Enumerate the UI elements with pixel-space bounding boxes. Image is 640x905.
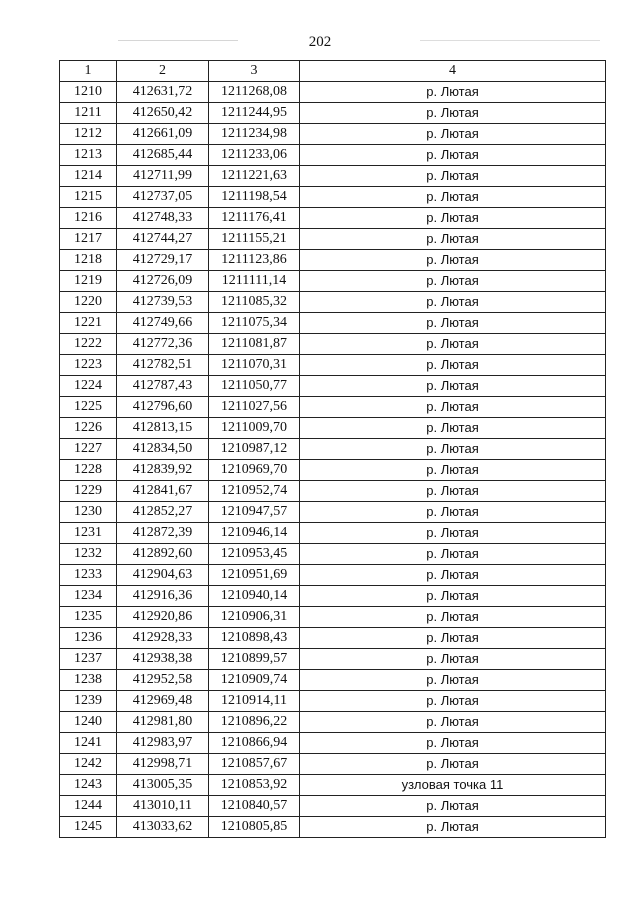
y-coordinate-cell: 1211085,32 xyxy=(209,292,300,313)
table-row xyxy=(60,502,606,523)
x-coordinate-cell: 412916,36 xyxy=(117,586,209,607)
description-cell: р. Лютая xyxy=(300,565,606,586)
x-coordinate-cell: 412952,58 xyxy=(117,670,209,691)
table-row xyxy=(60,544,606,565)
description-cell: р. Лютая xyxy=(300,271,606,292)
point-number-cell: 1211 xyxy=(60,103,117,124)
x-coordinate-cell: 412685,44 xyxy=(117,145,209,166)
description-cell: р. Лютая xyxy=(300,166,606,187)
x-coordinate-cell: 412631,72 xyxy=(117,82,209,103)
x-coordinate-cell: 412650,42 xyxy=(117,103,209,124)
point-number-cell: 1213 xyxy=(60,145,117,166)
y-coordinate-cell: 1210840,57 xyxy=(209,796,300,817)
x-coordinate-cell: 412928,33 xyxy=(117,628,209,649)
description-cell: р. Лютая xyxy=(300,145,606,166)
point-number-cell: 1234 xyxy=(60,586,117,607)
point-number-cell: 1228 xyxy=(60,460,117,481)
y-coordinate-cell: 1210896,22 xyxy=(209,712,300,733)
y-coordinate-cell: 1210857,67 xyxy=(209,754,300,775)
y-coordinate-cell: 1210899,57 xyxy=(209,649,300,670)
point-number-cell: 1235 xyxy=(60,607,117,628)
table-row xyxy=(60,250,606,271)
x-coordinate-cell: 412969,48 xyxy=(117,691,209,712)
point-number-cell: 1220 xyxy=(60,292,117,313)
point-number-cell: 1230 xyxy=(60,502,117,523)
description-cell: р. Лютая xyxy=(300,103,606,124)
description-cell: р. Лютая xyxy=(300,733,606,754)
y-coordinate-cell: 1211075,34 xyxy=(209,313,300,334)
description-cell: р. Лютая xyxy=(300,229,606,250)
y-coordinate-cell: 1211234,98 xyxy=(209,124,300,145)
table-body xyxy=(60,82,606,838)
y-coordinate-cell: 1210914,11 xyxy=(209,691,300,712)
table-row xyxy=(60,355,606,376)
description-cell: р. Лютая xyxy=(300,82,606,103)
x-coordinate-cell: 412920,86 xyxy=(117,607,209,628)
y-coordinate-cell: 1211009,70 xyxy=(209,418,300,439)
y-coordinate-cell: 1211070,31 xyxy=(209,355,300,376)
description-cell: р. Лютая xyxy=(300,649,606,670)
description-cell: р. Лютая xyxy=(300,418,606,439)
table-row xyxy=(60,418,606,439)
point-number-cell: 1238 xyxy=(60,670,117,691)
column-header-x: 2 xyxy=(117,61,209,82)
description-cell: р. Лютая xyxy=(300,481,606,502)
table-row xyxy=(60,82,606,103)
description-cell: р. Лютая xyxy=(300,607,606,628)
y-coordinate-cell: 1210987,12 xyxy=(209,439,300,460)
table-row xyxy=(60,124,606,145)
x-coordinate-cell: 412729,17 xyxy=(117,250,209,271)
table-row xyxy=(60,586,606,607)
point-number-cell: 1223 xyxy=(60,355,117,376)
x-coordinate-cell: 412872,39 xyxy=(117,523,209,544)
description-cell: р. Лютая xyxy=(300,712,606,733)
x-coordinate-cell: 412744,27 xyxy=(117,229,209,250)
y-coordinate-cell: 1210969,70 xyxy=(209,460,300,481)
x-coordinate-cell: 412726,09 xyxy=(117,271,209,292)
table-row xyxy=(60,796,606,817)
x-coordinate-cell: 412983,97 xyxy=(117,733,209,754)
point-number-cell: 1240 xyxy=(60,712,117,733)
point-number-cell: 1241 xyxy=(60,733,117,754)
point-number-cell: 1225 xyxy=(60,397,117,418)
description-cell: р. Лютая xyxy=(300,628,606,649)
x-coordinate-cell: 412834,50 xyxy=(117,439,209,460)
x-coordinate-cell: 412782,51 xyxy=(117,355,209,376)
table-row xyxy=(60,145,606,166)
x-coordinate-cell: 412813,15 xyxy=(117,418,209,439)
point-number-cell: 1218 xyxy=(60,250,117,271)
point-number-cell: 1239 xyxy=(60,691,117,712)
point-number-cell: 1233 xyxy=(60,565,117,586)
y-coordinate-cell: 1211050,77 xyxy=(209,376,300,397)
point-number-cell: 1245 xyxy=(60,817,117,838)
x-coordinate-cell: 413005,35 xyxy=(117,775,209,796)
table-row xyxy=(60,775,606,796)
x-coordinate-cell: 412998,71 xyxy=(117,754,209,775)
y-coordinate-cell: 1210940,14 xyxy=(209,586,300,607)
column-header-y: 3 xyxy=(209,61,300,82)
table-row xyxy=(60,166,606,187)
description-cell: р. Лютая xyxy=(300,586,606,607)
x-coordinate-cell: 412938,38 xyxy=(117,649,209,670)
x-coordinate-cell: 412981,80 xyxy=(117,712,209,733)
description-cell: р. Лютая xyxy=(300,187,606,208)
x-coordinate-cell: 412661,09 xyxy=(117,124,209,145)
description-cell: р. Лютая xyxy=(300,544,606,565)
page-number: 202 xyxy=(308,34,332,50)
y-coordinate-cell: 1211081,87 xyxy=(209,334,300,355)
point-number-cell: 1217 xyxy=(60,229,117,250)
coordinates-table xyxy=(59,60,606,838)
description-cell: р. Лютая xyxy=(300,439,606,460)
description-cell: р. Лютая xyxy=(300,376,606,397)
y-coordinate-cell: 1210947,57 xyxy=(209,502,300,523)
y-coordinate-cell: 1211027,56 xyxy=(209,397,300,418)
table-row xyxy=(60,607,606,628)
table-row xyxy=(60,817,606,838)
description-cell: р. Лютая xyxy=(300,292,606,313)
point-number-cell: 1226 xyxy=(60,418,117,439)
description-cell: р. Лютая xyxy=(300,523,606,544)
point-number-cell: 1224 xyxy=(60,376,117,397)
point-number-cell: 1214 xyxy=(60,166,117,187)
point-number-cell: 1210 xyxy=(60,82,117,103)
x-coordinate-cell: 412839,92 xyxy=(117,460,209,481)
y-coordinate-cell: 1210953,45 xyxy=(209,544,300,565)
y-coordinate-cell: 1211244,95 xyxy=(209,103,300,124)
y-coordinate-cell: 1211233,06 xyxy=(209,145,300,166)
description-cell: р. Лютая xyxy=(300,313,606,334)
table-row xyxy=(60,187,606,208)
description-cell: р. Лютая xyxy=(300,817,606,838)
header-row xyxy=(60,61,606,82)
point-number-cell: 1219 xyxy=(60,271,117,292)
y-coordinate-cell: 1210853,92 xyxy=(209,775,300,796)
point-number-cell: 1227 xyxy=(60,439,117,460)
x-coordinate-cell: 412796,60 xyxy=(117,397,209,418)
y-coordinate-cell: 1210952,74 xyxy=(209,481,300,502)
description-cell: р. Лютая xyxy=(300,502,606,523)
y-coordinate-cell: 1210906,31 xyxy=(209,607,300,628)
table-row xyxy=(60,313,606,334)
table-row xyxy=(60,460,606,481)
y-coordinate-cell: 1211123,86 xyxy=(209,250,300,271)
x-coordinate-cell: 412892,60 xyxy=(117,544,209,565)
point-number-cell: 1216 xyxy=(60,208,117,229)
table-row xyxy=(60,397,606,418)
x-coordinate-cell: 412749,66 xyxy=(117,313,209,334)
x-coordinate-cell: 412841,67 xyxy=(117,481,209,502)
column-header-point-number: 1 xyxy=(60,61,117,82)
x-coordinate-cell: 412711,99 xyxy=(117,166,209,187)
y-coordinate-cell: 1210946,14 xyxy=(209,523,300,544)
column-header-description: 4 xyxy=(300,61,606,82)
table-row xyxy=(60,565,606,586)
description-cell: р. Лютая xyxy=(300,670,606,691)
table-row xyxy=(60,628,606,649)
point-number-cell: 1231 xyxy=(60,523,117,544)
table-row xyxy=(60,733,606,754)
table-row xyxy=(60,481,606,502)
description-cell: р. Лютая xyxy=(300,334,606,355)
y-coordinate-cell: 1210898,43 xyxy=(209,628,300,649)
x-coordinate-cell: 413010,11 xyxy=(117,796,209,817)
point-number-cell: 1232 xyxy=(60,544,117,565)
table-row xyxy=(60,271,606,292)
y-coordinate-cell: 1210866,94 xyxy=(209,733,300,754)
y-coordinate-cell: 1210805,85 xyxy=(209,817,300,838)
description-cell: р. Лютая xyxy=(300,691,606,712)
description-cell: р. Лютая xyxy=(300,754,606,775)
table-row xyxy=(60,712,606,733)
x-coordinate-cell: 412904,63 xyxy=(117,565,209,586)
x-coordinate-cell: 412748,33 xyxy=(117,208,209,229)
description-cell: р. Лютая xyxy=(300,208,606,229)
description-cell: р. Лютая xyxy=(300,355,606,376)
table-row xyxy=(60,229,606,250)
description-cell: узловая точка 11 xyxy=(300,775,606,796)
point-number-cell: 1237 xyxy=(60,649,117,670)
point-number-cell: 1221 xyxy=(60,313,117,334)
table-row xyxy=(60,103,606,124)
table-row xyxy=(60,649,606,670)
y-coordinate-cell: 1210909,74 xyxy=(209,670,300,691)
x-coordinate-cell: 412787,43 xyxy=(117,376,209,397)
table-header xyxy=(60,61,606,82)
table-row xyxy=(60,292,606,313)
description-cell: р. Лютая xyxy=(300,397,606,418)
y-coordinate-cell: 1211198,54 xyxy=(209,187,300,208)
y-coordinate-cell: 1211176,41 xyxy=(209,208,300,229)
x-coordinate-cell: 413033,62 xyxy=(117,817,209,838)
point-number-cell: 1236 xyxy=(60,628,117,649)
point-number-cell: 1242 xyxy=(60,754,117,775)
point-number-cell: 1212 xyxy=(60,124,117,145)
y-coordinate-cell: 1210951,69 xyxy=(209,565,300,586)
y-coordinate-cell: 1211155,21 xyxy=(209,229,300,250)
x-coordinate-cell: 412772,36 xyxy=(117,334,209,355)
point-number-cell: 1229 xyxy=(60,481,117,502)
point-number-cell: 1243 xyxy=(60,775,117,796)
table-row xyxy=(60,334,606,355)
description-cell: р. Лютая xyxy=(300,250,606,271)
x-coordinate-cell: 412737,05 xyxy=(117,187,209,208)
y-coordinate-cell: 1211221,63 xyxy=(209,166,300,187)
table-row xyxy=(60,670,606,691)
y-coordinate-cell: 1211268,08 xyxy=(209,82,300,103)
point-number-cell: 1222 xyxy=(60,334,117,355)
description-cell: р. Лютая xyxy=(300,460,606,481)
table-row xyxy=(60,754,606,775)
table-row xyxy=(60,439,606,460)
table-row xyxy=(60,691,606,712)
y-coordinate-cell: 1211111,14 xyxy=(209,271,300,292)
x-coordinate-cell: 412739,53 xyxy=(117,292,209,313)
point-number-cell: 1244 xyxy=(60,796,117,817)
x-coordinate-cell: 412852,27 xyxy=(117,502,209,523)
point-number-cell: 1215 xyxy=(60,187,117,208)
description-cell: р. Лютая xyxy=(300,796,606,817)
table-row xyxy=(60,208,606,229)
table-row xyxy=(60,376,606,397)
description-cell: р. Лютая xyxy=(300,124,606,145)
table-row xyxy=(60,523,606,544)
